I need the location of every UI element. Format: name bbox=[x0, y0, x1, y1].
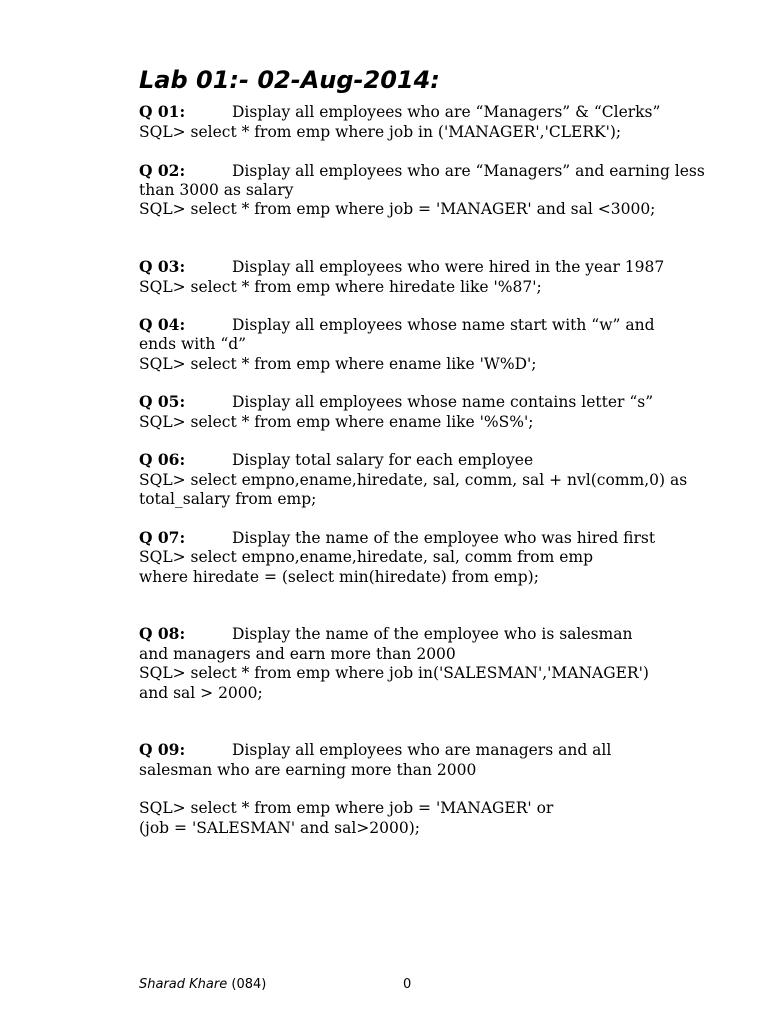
answer-6-line-2: total_salary from emp; bbox=[139, 490, 317, 508]
question-4-label: Q 04: bbox=[139, 315, 186, 334]
answer-8-line-1: SQL> select * from emp where job in('SALESMAN','MANAGER') bbox=[139, 664, 649, 682]
answer-6-line-1: SQL> select empno,ename,hiredate, sal, comm, sal + nvl(comm,0) as bbox=[139, 471, 688, 489]
answer-9-line-2: (job = 'SALESMAN' and sal>2000); bbox=[139, 819, 420, 837]
question-2-line-1 bbox=[139, 161, 705, 181]
question-7-line-1 bbox=[139, 528, 655, 548]
question-5-label: Q 05: bbox=[139, 392, 186, 411]
question-6-label: Q 06: bbox=[139, 450, 186, 469]
answer-9-line-1: SQL> select * from emp where job = 'MANAGER' or bbox=[139, 799, 554, 817]
answer-5-line-1: SQL> select * from emp where ename like '%S%'; bbox=[139, 413, 534, 431]
answer-1-line-1: SQL> select * from emp where job in ('MANAGER','CLERK'); bbox=[139, 123, 622, 141]
question-5-line-1 bbox=[139, 392, 653, 412]
question-1-text-1: Display all employees who are “Managers” & “Clerks” bbox=[232, 103, 661, 121]
question-8-label: Q 08: bbox=[139, 624, 186, 643]
question-8-text-1: Display the name of the employee who is salesman bbox=[232, 625, 633, 643]
question-1-label: Q 01: bbox=[139, 102, 186, 121]
answer-3-line-1: SQL> select * from emp where hiredate like '%87'; bbox=[139, 278, 542, 296]
question-3-label: Q 03: bbox=[139, 257, 186, 276]
question-7-label: Q 07: bbox=[139, 528, 186, 547]
question-3-text-1: Display all employees who were hired in the year 1987 bbox=[232, 258, 665, 276]
question-2-line-2: than 3000 as salary bbox=[139, 181, 294, 199]
footer-author-name: Sharad Khare bbox=[139, 977, 228, 992]
answer-7-line-1: SQL> select empno,ename,hiredate, sal, comm from emp bbox=[139, 548, 594, 566]
answer-8-line-2: and sal > 2000; bbox=[139, 684, 263, 702]
question-9-text-1: Display all employees who are managers and all bbox=[232, 741, 612, 759]
question-7-text-1: Display the name of the employee who was hired first bbox=[232, 529, 656, 547]
question-8-line-2: and managers and earn more than 2000 bbox=[139, 645, 456, 663]
answer-7-line-2: where hiredate = (select min(hiredate) from emp); bbox=[139, 568, 539, 586]
question-9-line-1 bbox=[139, 740, 611, 760]
footer-page-number: 0 bbox=[403, 977, 412, 992]
question-9-label: Q 09: bbox=[139, 740, 186, 759]
question-2-text-1: Display all employees who are “Managers” and earning less bbox=[232, 162, 705, 180]
question-6-line-1 bbox=[139, 450, 533, 470]
question-4-text-1: Display all employees whose name start with “w” and bbox=[232, 316, 655, 334]
page-title: Lab 01:- 02-Aug-2014: bbox=[139, 66, 440, 94]
footer-author-roll: (084) bbox=[231, 977, 267, 992]
question-8-line-1 bbox=[139, 624, 632, 644]
answer-2-line-1: SQL> select * from emp where job = 'MANAGER' and sal <3000; bbox=[139, 200, 656, 218]
question-4-line-2: ends with “d” bbox=[139, 335, 247, 353]
question-1-line-1 bbox=[139, 102, 660, 122]
question-5-text-1: Display all employees whose name contains letter “s” bbox=[232, 393, 654, 411]
footer-author bbox=[139, 976, 266, 994]
question-6-text-1: Display total salary for each employee bbox=[232, 451, 534, 469]
answer-4-line-1: SQL> select * from emp where ename like 'W%D'; bbox=[139, 355, 537, 373]
question-3-line-1 bbox=[139, 257, 664, 277]
question-9-line-2: salesman who are earning more than 2000 bbox=[139, 761, 477, 779]
question-2-label: Q 02: bbox=[139, 161, 186, 180]
question-4-line-1 bbox=[139, 315, 655, 335]
